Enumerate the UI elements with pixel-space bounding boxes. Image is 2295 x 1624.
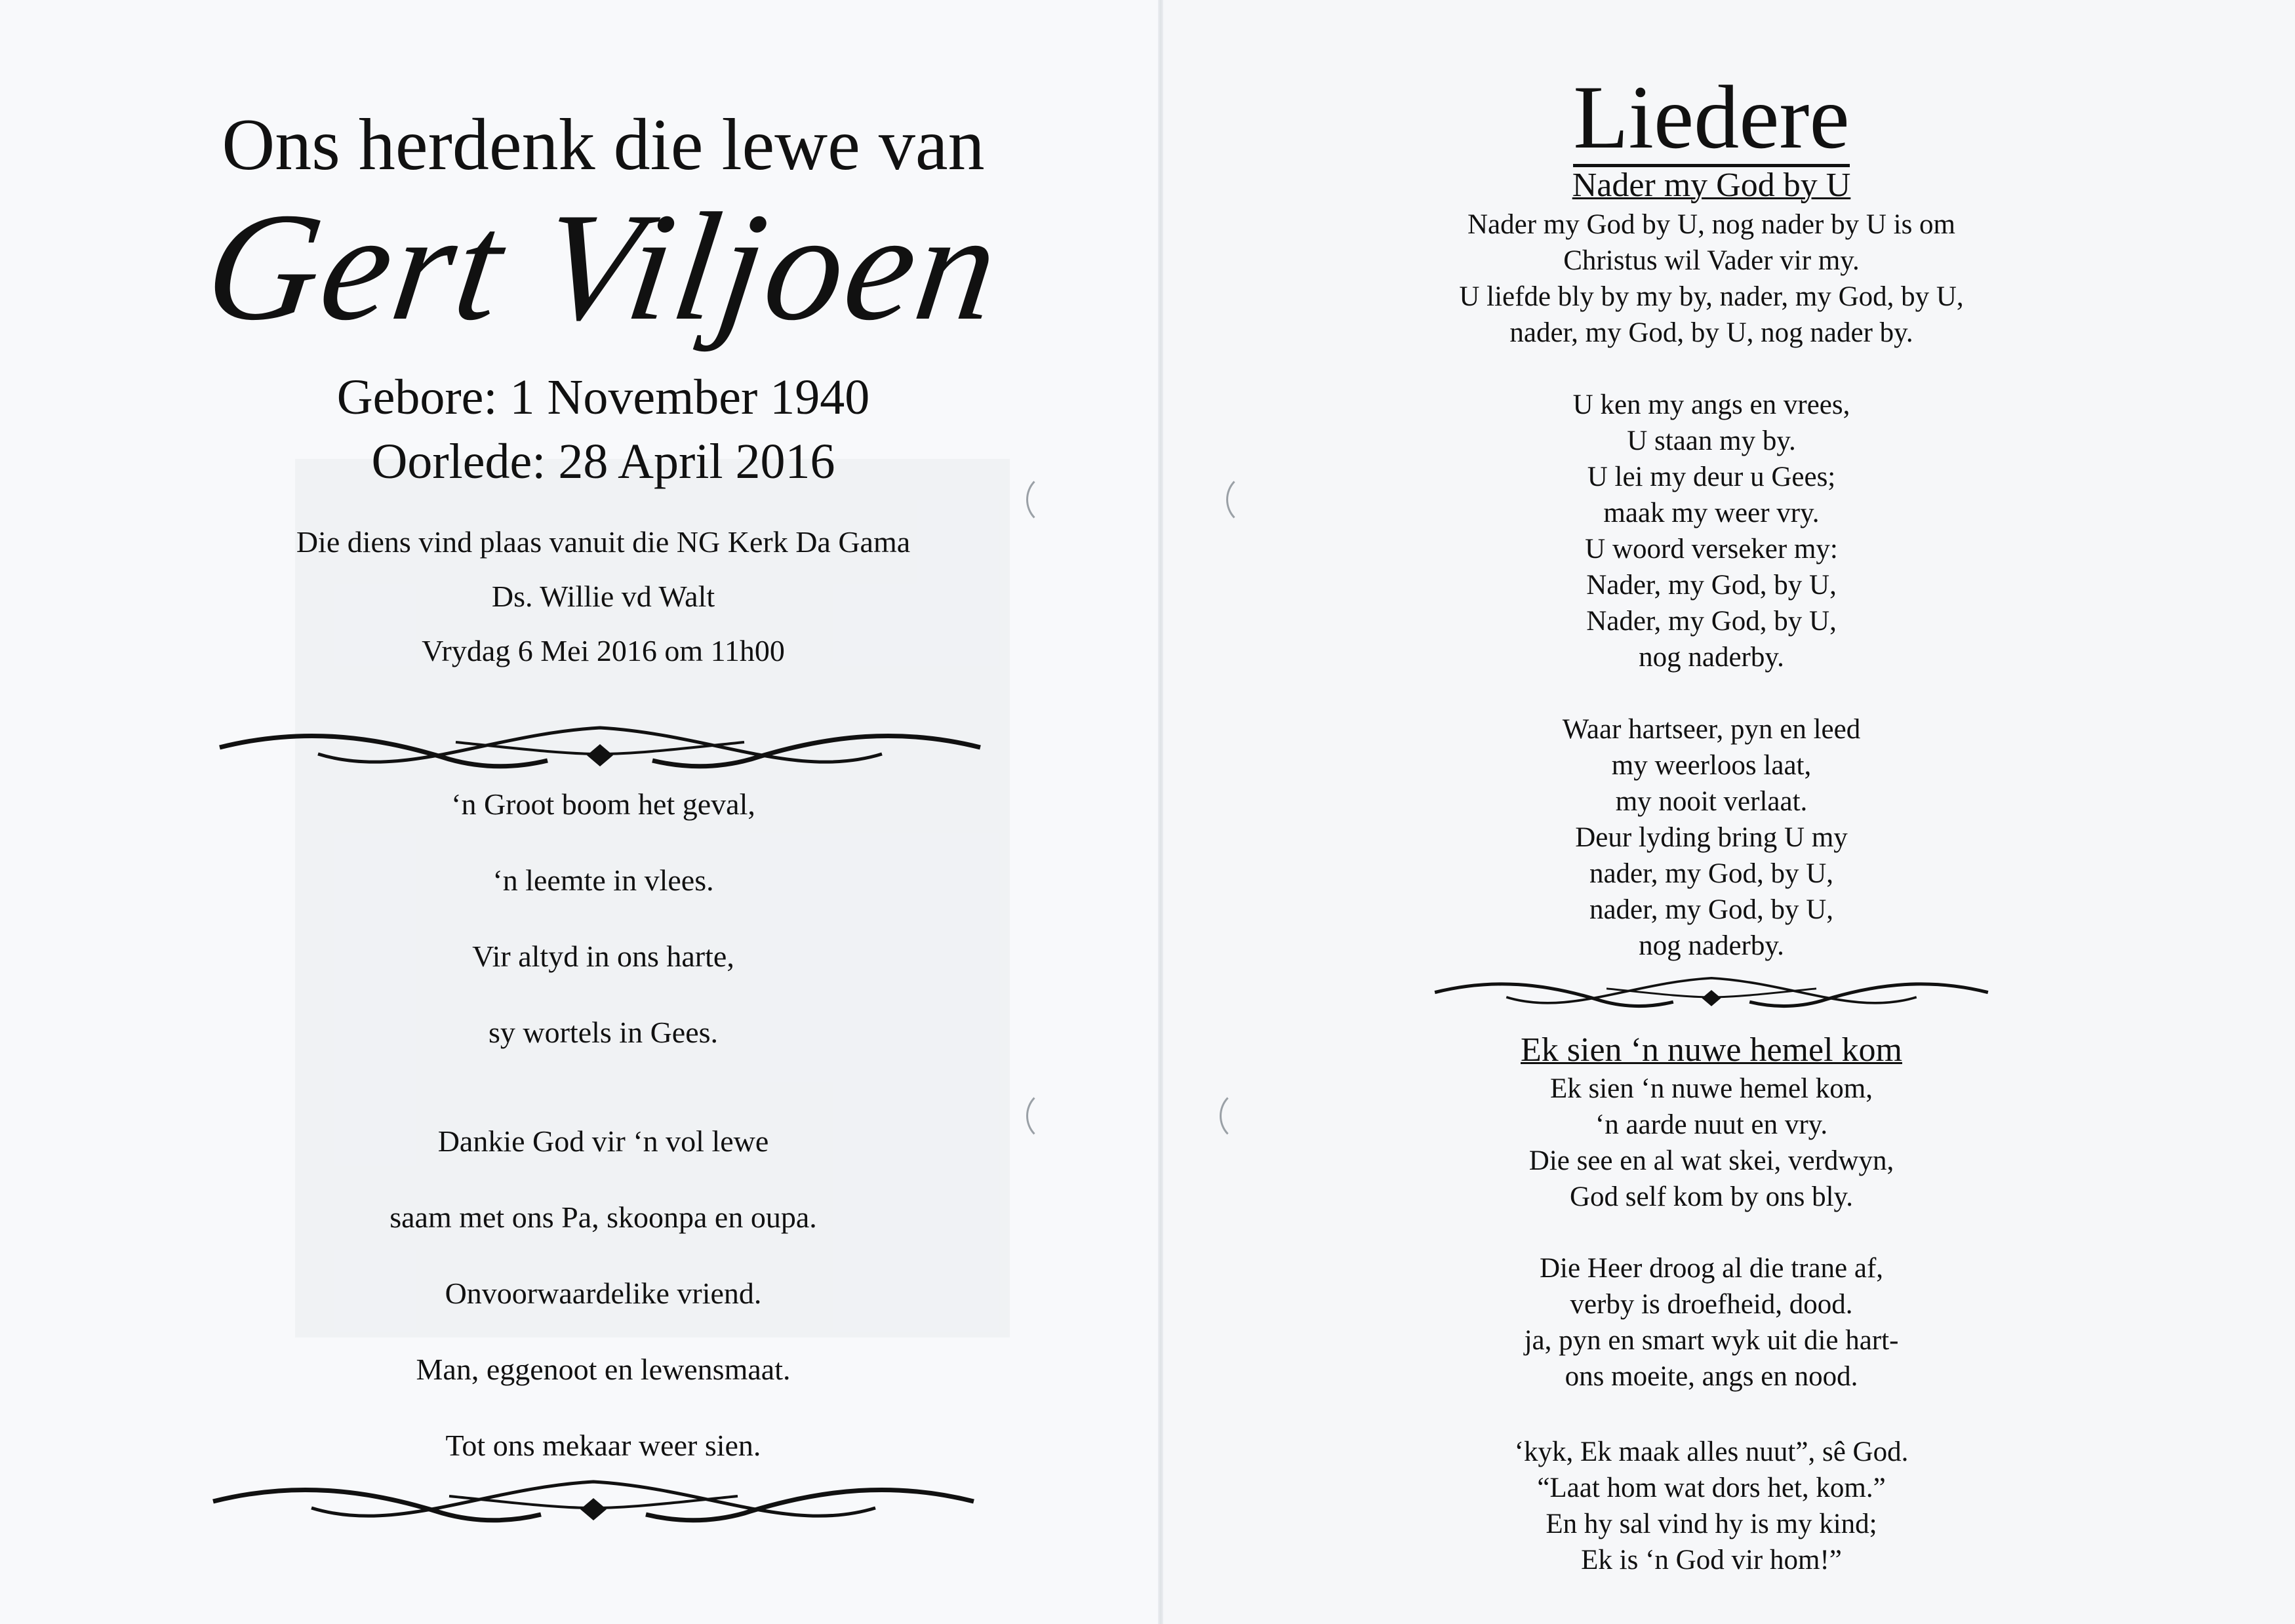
verse-line: U ken my angs en vrees,: [1572, 389, 1850, 420]
song-verse: [1338, 1071, 2085, 1215]
song-verse: [1338, 711, 2085, 964]
poem-line: sy wortels in Gees.: [488, 1016, 719, 1049]
song-title: Ek sien ‘n nuwe hemel kom: [1521, 1031, 1902, 1069]
song-verse: [1338, 1250, 2085, 1395]
verse-line: ‘kyk, Ek maak alles nuut”, sê God.: [1514, 1436, 1909, 1467]
birth-date: Gebore: 1 November 1940: [336, 370, 870, 425]
poem: [98, 787, 1108, 1462]
verse-line: “Laat hom wat dors het, kom.”: [1537, 1473, 1886, 1503]
page-fold: [1158, 0, 1163, 1624]
verse-line: my weerloos laat,: [1611, 750, 1812, 781]
poem-line: Man, eggenoot en lewensmaat.: [416, 1353, 791, 1386]
verse-line: maak my weer vry.: [1603, 498, 1820, 528]
poem-line: Onvoorwaardelike vriend.: [445, 1277, 762, 1310]
verse-line: Die Heer droog al die trane af,: [1539, 1253, 1884, 1284]
poem-line: ‘n Groot boom het geval,: [451, 787, 755, 821]
verse-line: Die see en al wat skei, verdwyn,: [1528, 1145, 1894, 1176]
poem-line: Tot ons mekaar weer sien.: [445, 1429, 761, 1462]
punch-hole: [1220, 1090, 1269, 1142]
verse-line: ‘n aarde nuut en vry.: [1595, 1109, 1828, 1140]
poem-line: saam met ons Pa, skoonpa en oupa.: [389, 1200, 817, 1234]
verse-line: En hy sal vind hy is my kind;: [1546, 1509, 1877, 1539]
page-title: Ons herdenk die lewe van: [222, 104, 985, 186]
verse-line: Ek is ‘n God vir hom!”: [1581, 1545, 1842, 1575]
songs-heading-wrap: [1338, 67, 2085, 167]
service-minister: Ds. Willie vd Walt: [491, 580, 715, 613]
verse-line: ons moeite, angs en nood.: [1565, 1361, 1858, 1392]
verse-line: Nader my God by U, nog nader by U is om: [1467, 209, 1956, 240]
verse-line: Nader, my God, by U,: [1586, 606, 1837, 637]
verse-line: Christus wil Vader vir my.: [1563, 245, 1860, 276]
song-title: Nader my God by U: [1572, 167, 1851, 204]
verse-line: U woord verseker my:: [1585, 534, 1838, 564]
verse-line: nader, my God, by U,: [1589, 894, 1834, 925]
verse-line: nog naderby.: [1639, 642, 1784, 673]
ornament-divider-icon: [200, 1462, 987, 1534]
song-verse: [1338, 387, 2085, 675]
verse-line: my nooit verlaat.: [1615, 786, 1808, 817]
songs-heading: Liedere: [1573, 67, 1850, 167]
verse-line: nog naderby.: [1639, 930, 1784, 961]
verse-line: Nader, my God, by U,: [1586, 570, 1837, 601]
verse-line: U liefde bly by my by, nader, my God, by U,: [1459, 281, 1964, 312]
verse-line: Waar hartseer, pyn en leed: [1562, 714, 1861, 745]
deceased-name: Gert Viljoen: [196, 182, 1010, 353]
verse-line: nader, my God, by U,: [1589, 858, 1834, 889]
verse-line: Ek sien ‘n nuwe hemel kom,: [1549, 1073, 1873, 1104]
verse-line: verby is droefheid, dood.: [1570, 1289, 1853, 1320]
poem-line: Dankie God vir ‘n vol lewe: [437, 1124, 769, 1158]
death-date: Oorlede: 28 April 2016: [371, 434, 835, 489]
poem-line: Vir altyd in ons harte,: [472, 940, 734, 973]
song-verse: [1338, 207, 2085, 351]
poem-line: ‘n leemte in vlees.: [492, 863, 714, 897]
ornament-divider-icon: [207, 708, 993, 780]
verse-line: God self kom by ons bly.: [1570, 1181, 1853, 1212]
verse-line: Deur lyding bring U my: [1575, 822, 1848, 853]
verse-line: U lei my deur u Gees;: [1587, 462, 1836, 492]
service-venue: Die diens vind plaas vanuit die NG Kerk Da Gama: [296, 525, 911, 559]
service-date: Vrydag 6 Mei 2016 om 11h00: [422, 634, 785, 667]
service-details: [98, 515, 1108, 678]
song-verse: [1338, 1434, 2085, 1578]
verse-line: ja, pyn en smart wyk uit die hart-: [1524, 1325, 1899, 1356]
ornament-divider-icon: [1423, 964, 2000, 1016]
verse-line: nader, my God, by U, nog nader by.: [1509, 317, 1913, 348]
verse-line: U staan my by.: [1627, 426, 1796, 456]
punch-hole: [1226, 473, 1276, 526]
